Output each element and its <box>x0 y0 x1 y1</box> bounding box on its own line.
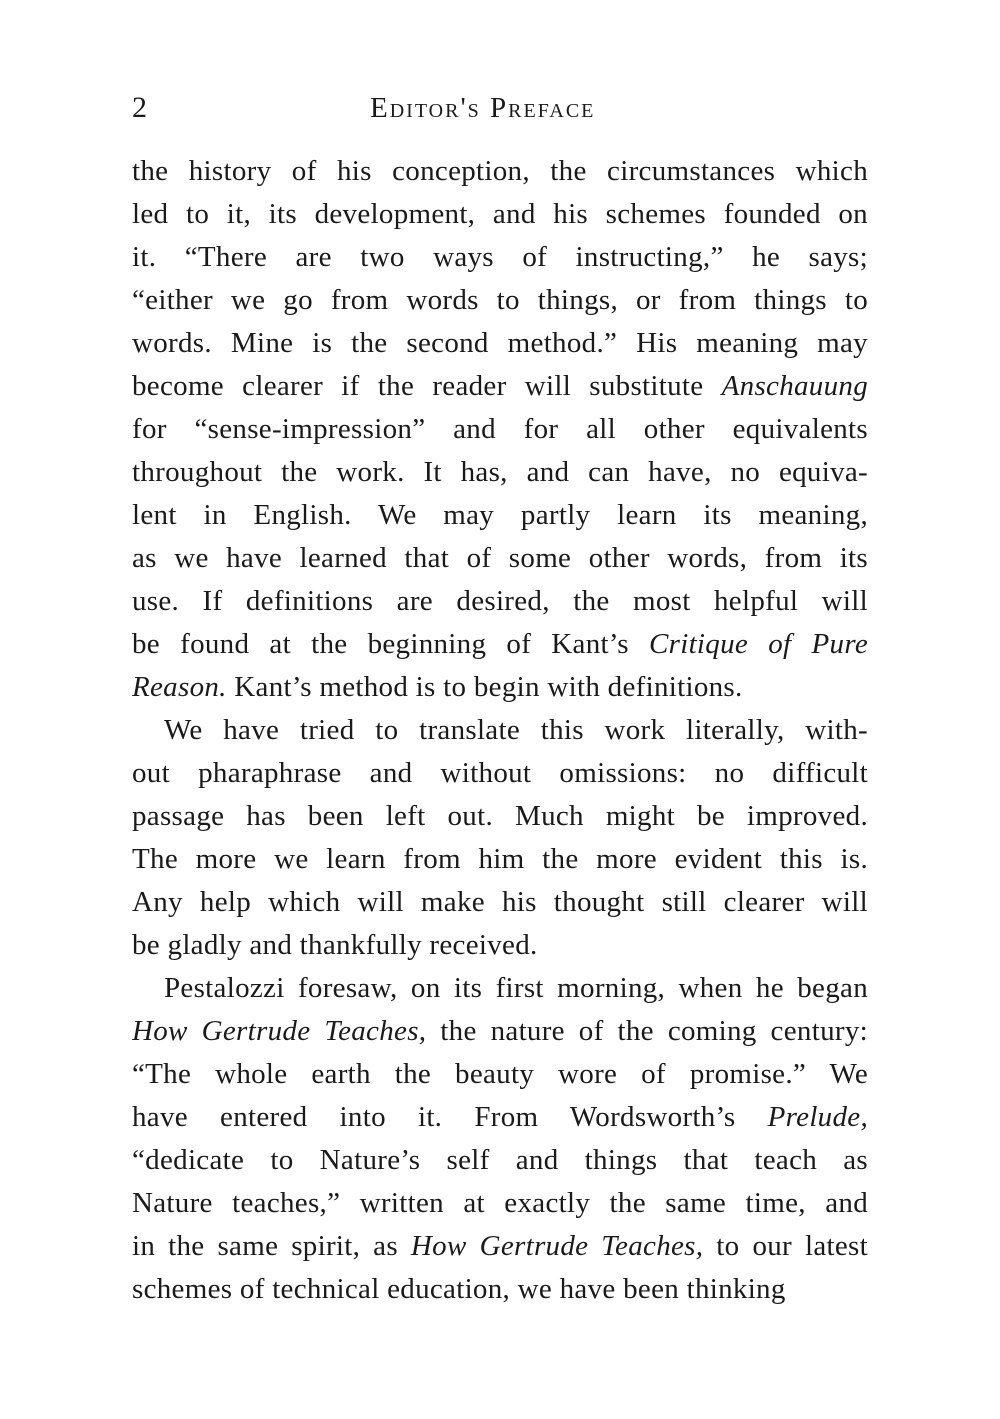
text-segment: the nature of the coming century: <box>426 1015 868 1047</box>
text-segment: “either we go from words to things, or from things to <box>132 284 868 316</box>
text-line <box>132 967 868 1010</box>
italic-text: Prelude, <box>767 1101 868 1133</box>
text-line <box>132 709 868 752</box>
text-segment: be found at the beginning of Kant’s <box>132 628 649 660</box>
text-segment: Any help which will make his thought still clearer will <box>132 886 868 918</box>
running-head: Editor's Preface <box>370 92 596 124</box>
text-line <box>132 451 868 494</box>
text-line <box>132 365 868 408</box>
paragraph <box>132 709 868 967</box>
page-header <box>132 88 868 128</box>
text-line <box>132 1139 868 1182</box>
text-segment: use. If definitions are desired, the most helpful will <box>132 585 868 617</box>
text-segment: become clearer if the reader will substitute <box>132 370 722 402</box>
text-segment: it. “There are two ways of instructing,” he says; <box>132 241 868 273</box>
text-segment: Nature teaches,” written at exactly the same time, and <box>132 1187 868 1219</box>
italic-text: How Gertrude Teaches, <box>132 1015 427 1047</box>
text-segment: throughout the work. It has, and can have, no equiva- <box>132 456 868 488</box>
text-segment: Pestalozzi foresaw, on its first morning, when he began <box>164 972 868 1004</box>
text-line <box>132 752 868 795</box>
italic-text: Anschauung <box>721 370 868 402</box>
text-segment: have entered into it. From Wordsworth’s <box>132 1101 768 1133</box>
text-segment: in the same spirit, as <box>132 1230 411 1262</box>
text-segment: as we have learned that of some other words, from its <box>132 542 868 574</box>
text-line <box>132 924 868 967</box>
text-line <box>132 1096 868 1139</box>
paragraph <box>132 967 868 1311</box>
text-line <box>132 193 868 236</box>
text-segment: words. Mine is the second method.” His meaning may <box>132 327 868 359</box>
text-line <box>132 279 868 322</box>
text-line <box>132 1225 868 1268</box>
text-line <box>132 494 868 537</box>
text-line <box>132 580 868 623</box>
text-segment: We have tried to translate this work literally, with- <box>164 714 868 746</box>
text-segment: be gladly and thankfully received. <box>132 929 538 961</box>
text-line <box>132 1010 868 1053</box>
text-segment: The more we learn from him the more evident this is. <box>132 843 868 875</box>
text-segment: lent in English. We may partly learn its meaning, <box>132 499 868 531</box>
text-line <box>132 1053 868 1096</box>
text-segment: Kant’s method is to begin with definitions. <box>226 671 743 703</box>
text-segment: out pharaphrase and without omissions: no difficult <box>132 757 868 789</box>
text-segment: passage has been left out. Much might be improved. <box>132 800 868 832</box>
text-line <box>132 623 868 666</box>
text-segment: for “sense-impression” and for all other equivalents <box>132 413 868 445</box>
text-line <box>132 838 868 881</box>
text-segment: the history of his conception, the circumstances which <box>132 155 868 187</box>
text-segment: to our latest <box>703 1230 868 1262</box>
body-text <box>132 150 868 1311</box>
text-line <box>132 537 868 580</box>
text-segment: “The whole earth the beauty wore of promise.” We <box>132 1058 868 1090</box>
page-number: 2 <box>132 91 147 124</box>
text-line <box>132 1182 868 1225</box>
italic-text: Critique of Pure <box>648 628 868 660</box>
italic-text: How Gertrude Teaches, <box>410 1230 704 1262</box>
text-line <box>132 408 868 451</box>
text-line <box>132 322 868 365</box>
text-segment: “dedicate to Nature’s self and things that teach as <box>132 1144 868 1176</box>
text-line <box>132 1268 868 1311</box>
italic-text: Reason. <box>132 671 227 703</box>
text-segment: schemes of technical education, we have been thinking <box>132 1273 786 1305</box>
text-line <box>132 150 868 193</box>
text-line <box>132 795 868 838</box>
paragraph <box>132 150 868 709</box>
text-line <box>132 236 868 279</box>
text-segment: led to it, its development, and his schemes founded on <box>132 198 868 230</box>
text-line <box>132 666 868 709</box>
text-line <box>132 881 868 924</box>
